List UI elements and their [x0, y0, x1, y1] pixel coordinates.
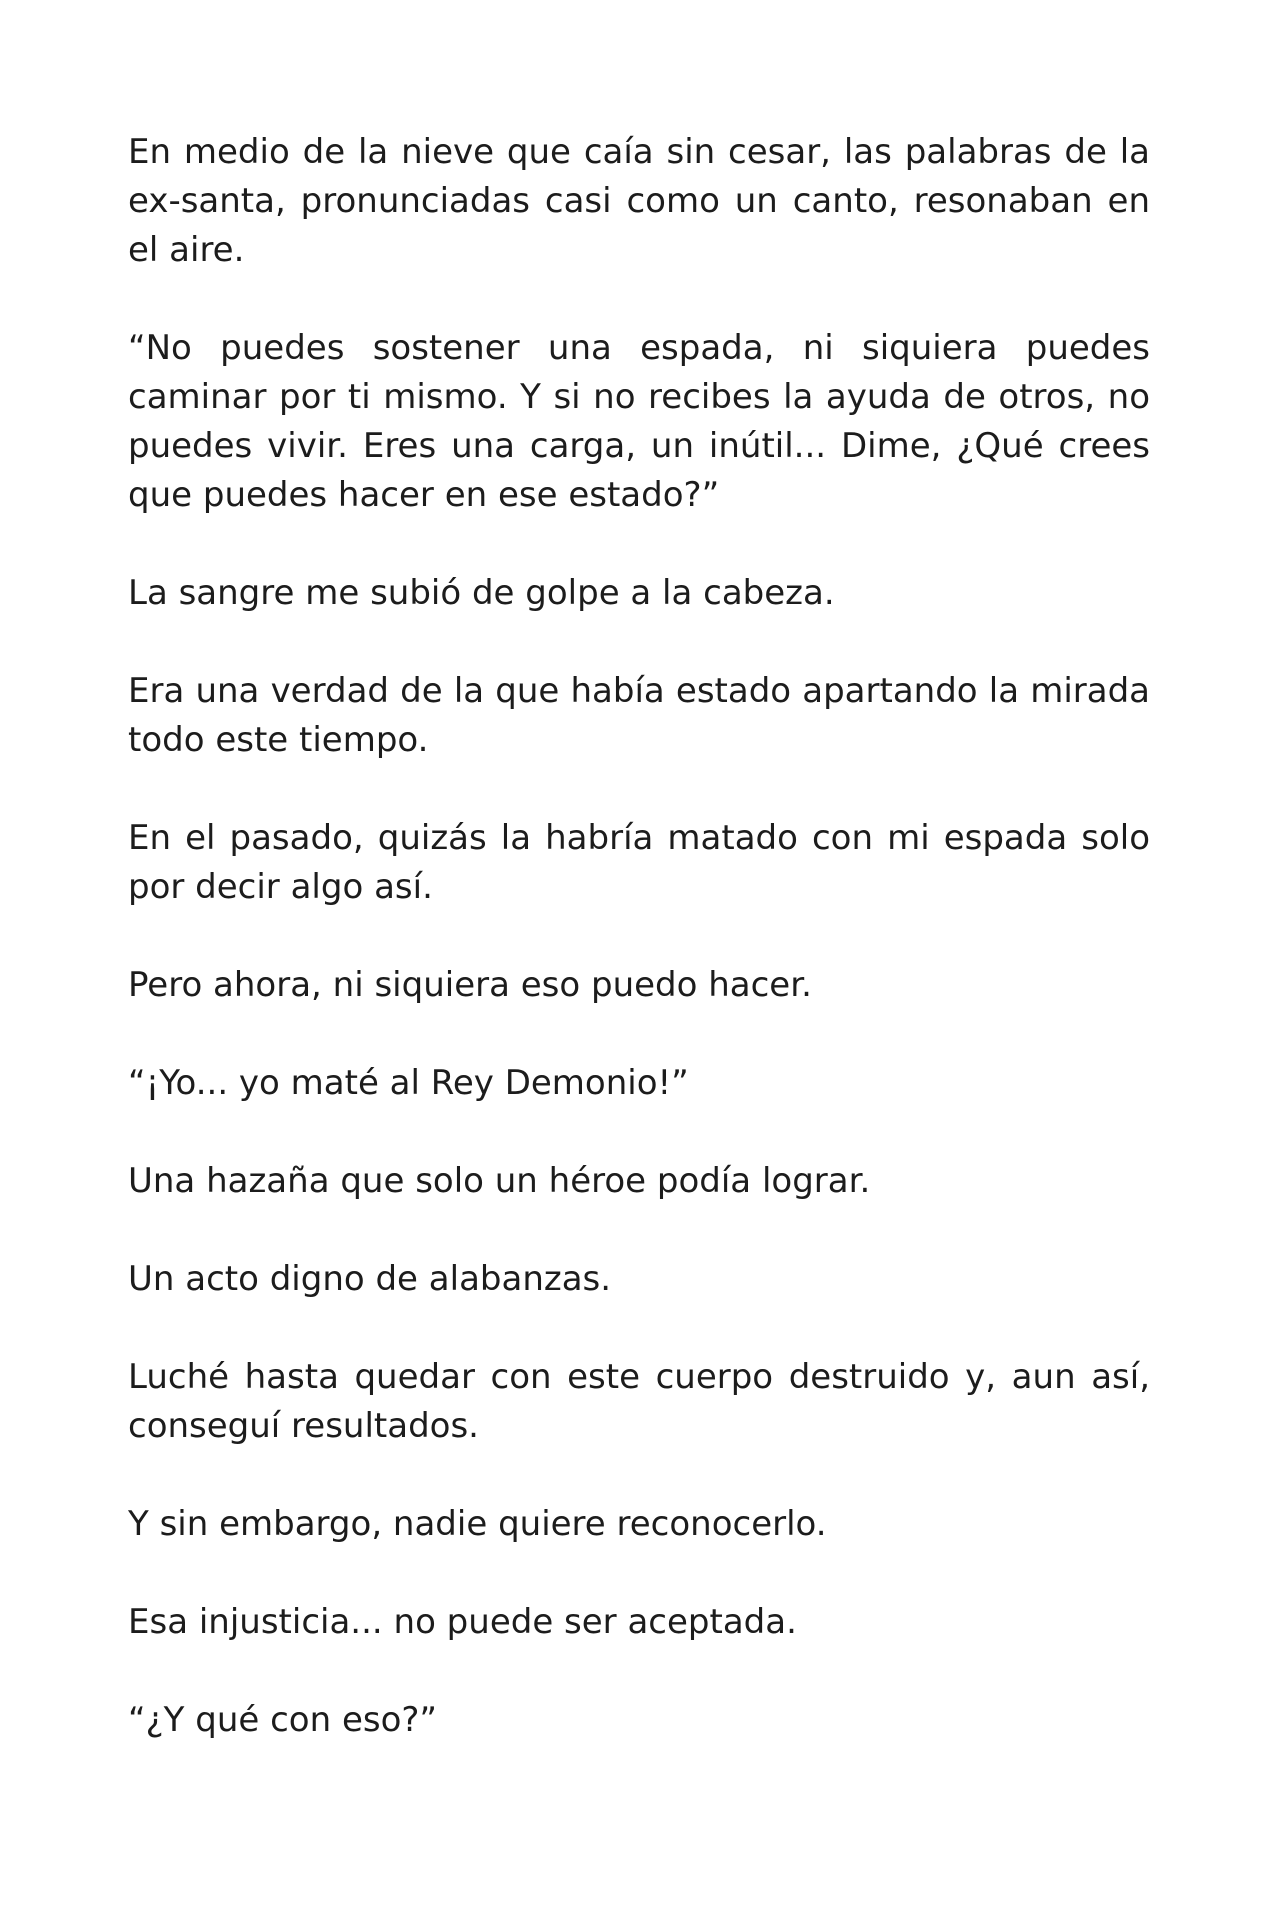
paragraph-1: En medio de la nieve que caía sin cesar, las palabras de la ex-santa, pronunciadas casi como un canto, resonaban en el aire. — [128, 132, 1150, 270]
paragraph-10: Luché hasta quedar con este cuerpo destruido y, aun así, conseguí resultados. — [128, 1357, 1150, 1446]
paragraph-2: “No puedes sostener una espada, ni siquiera puedes caminar por ti mismo. Y si no recibes la ayuda de otros, no puedes vivir. Eres una carga, un inútil... Dime, ¿Qué crees que puedes hacer en ese estado?” — [128, 328, 1150, 515]
paragraph-3: La sangre me subió de golpe a la cabeza. — [128, 573, 835, 613]
paragraph-7: “¡Yo... yo maté al Rey Demonio!” — [128, 1063, 689, 1103]
paragraph-13: “¿Y qué con eso?” — [128, 1700, 438, 1740]
paragraph-11: Y sin embargo, nadie quiere reconocerlo. — [128, 1504, 827, 1544]
paragraph-8: Una hazaña que solo un héroe podía lograr. — [128, 1161, 871, 1201]
paragraph-5: En el pasado, quizás la habría matado con mi espada solo por decir algo así. — [128, 818, 1150, 907]
document-page — [128, 128, 1150, 1745]
paragraph-12: Esa injusticia... no puede ser aceptada. — [128, 1602, 797, 1642]
paragraph-6: Pero ahora, ni siquiera eso puedo hacer. — [128, 965, 812, 1005]
paragraph-4: Era una verdad de la que había estado apartando la mirada todo este tiempo. — [128, 671, 1150, 760]
paragraph-9: Un acto digno de alabanzas. — [128, 1259, 612, 1299]
